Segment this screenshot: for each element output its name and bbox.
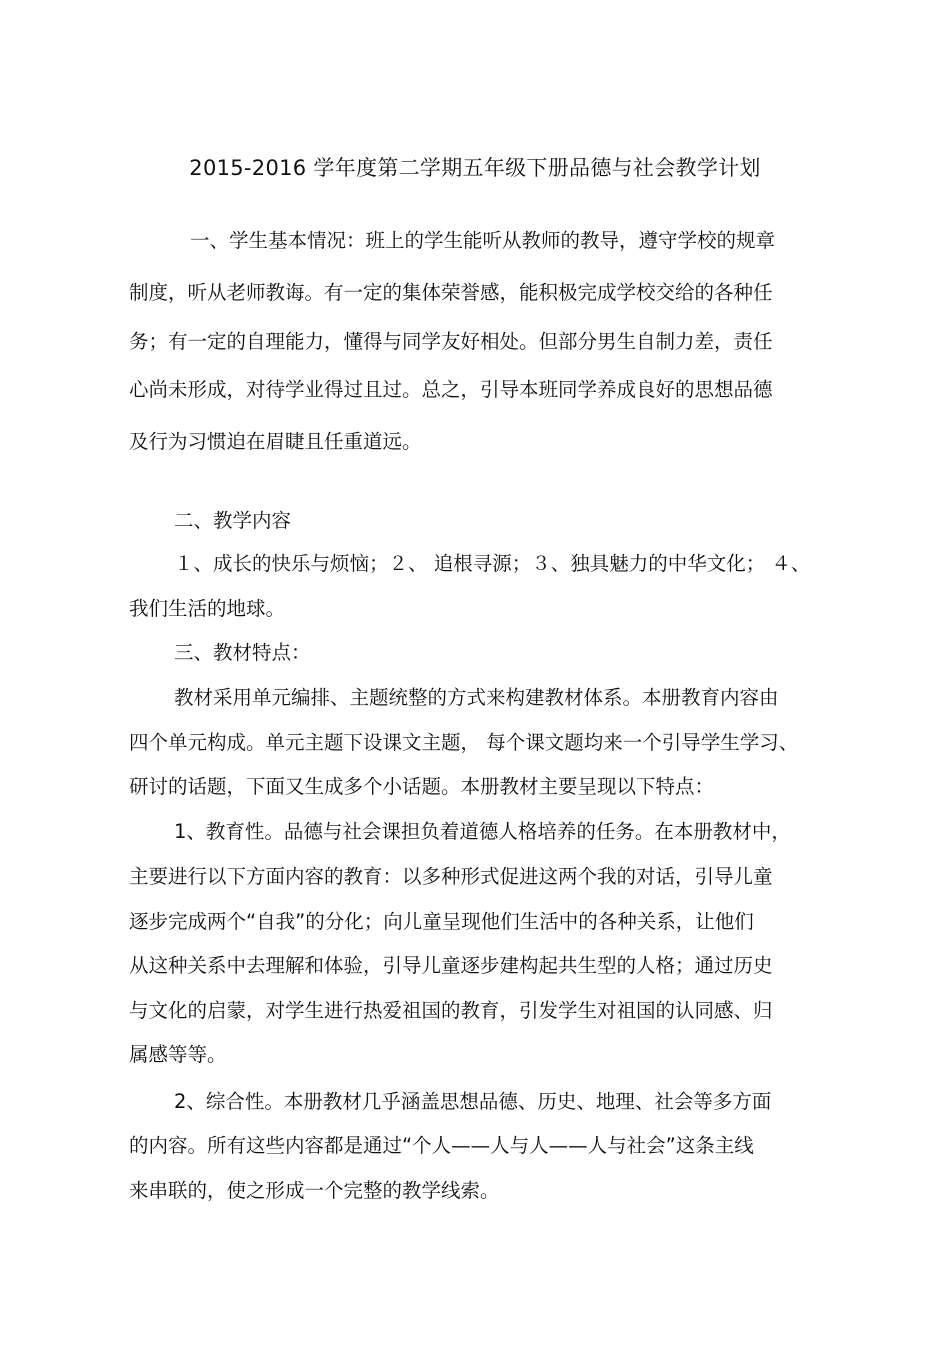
paragraph-line: 属感等等。	[129, 1043, 227, 1066]
document-title: 2015-2016 学年度第二学期五年级下册品德与社会教学计划	[189, 156, 761, 180]
paragraph-line: 2、综合性。本册教材几乎涵盖思想品德、历史、地理、社会等多方面	[174, 1090, 772, 1113]
paragraph-line: 制度，听从老师教诲。有一定的集体荣誉感，能积极完成学校交给的各种任	[129, 281, 773, 304]
section-heading: 三、教材特点：	[174, 641, 311, 664]
paragraph-line: 教材采用单元编排、主题统整的方式来构建教材体系。本册教育内容由	[174, 686, 779, 709]
paragraph-line: 及行为习惯迫在眉睫且任重道远。	[129, 430, 422, 453]
paragraph-line: 研讨的话题，下面又生成多个小话题。本册教材主要呈现以下特点：	[129, 775, 715, 798]
paragraph-line: 的内容。所有这些内容都是通过“个人——人与人——人与社会”这条主线	[129, 1134, 754, 1157]
section-heading: 二、教学内容	[174, 509, 292, 532]
paragraph-line: １、成长的快乐与烦恼；２、 追根寻源；３、独具魅力的中华文化； ４、	[174, 552, 811, 575]
paragraph-line: 1、教育性。品德与社会课担负着道德人格培养的任务。在本册教材中，	[174, 820, 791, 843]
paragraph-line: 与文化的启蒙，对学生进行热爱祖国的教育，引发学生对祖国的认同感、归	[129, 999, 773, 1022]
paragraph-line: 我们生活的地球。	[129, 597, 286, 620]
paragraph-line: 务；有一定的自理能力，懂得与同学友好相处。但部分男生自制力差，责任	[129, 330, 773, 353]
paragraph-line: 逐步完成两个“自我”的分化；向儿童呈现他们生活中的各种关系，让他们	[129, 910, 754, 933]
paragraph-line: 心尚未形成，对待学业得过且过。总之，引导本班同学养成良好的思想品德	[129, 378, 773, 401]
paragraph-line: 从这种关系中去理解和体验，引导儿童逐步建构起共生型的人格；通过历史	[129, 954, 773, 977]
paragraph-line: 来串联的，使之形成一个完整的教学线索。	[129, 1179, 500, 1202]
paragraph-line: 四个单元构成。单元主题下设课文主题， 每个课文题均来一个引导学生学习、	[129, 731, 799, 754]
paragraph-line: 一、学生基本情况：班上的学生能听从教师的教导，遵守学校的规章	[190, 229, 776, 252]
paragraph-line: 主要进行以下方面内容的教育：以多种形式促进这两个我的对话，引导儿童	[129, 865, 773, 888]
